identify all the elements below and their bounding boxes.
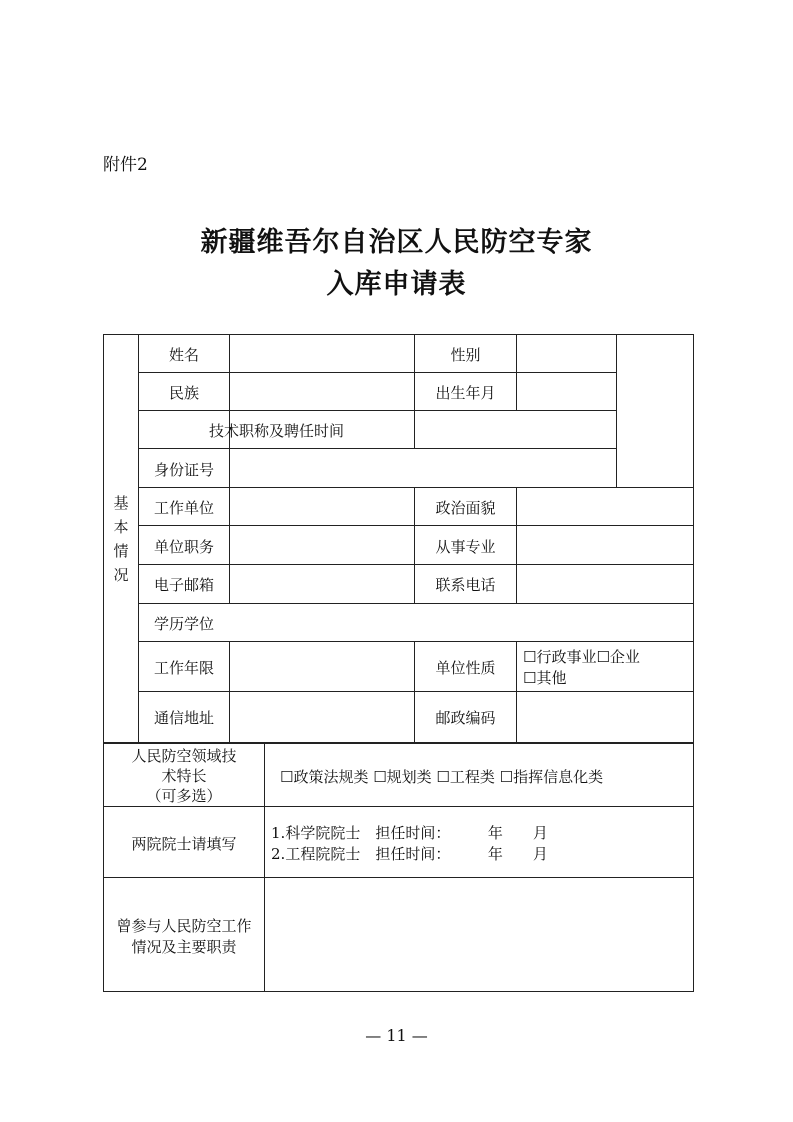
divider [138, 641, 694, 642]
birth-label: 出生年月 [435, 384, 496, 402]
academician-line1[interactable] [271, 822, 548, 843]
expertise-options[interactable]: ☐政策法规类 ☐规划类 ☐工程类 ☐指挥信息化类 [280, 768, 604, 786]
title-time-label: 技术职称及聘任时间 [208, 422, 344, 440]
postcode-field[interactable] [517, 692, 693, 742]
years-label: 工作年限 [153, 659, 214, 677]
academician-line1-number: 1. [271, 824, 286, 842]
experience-label-line2: 情况及主要职责 [131, 938, 237, 956]
expertise-label-line1: 人民防空领域技 [131, 747, 237, 765]
experience-label-line1: 曾参与人民防空工作 [116, 917, 252, 935]
education-field[interactable] [230, 604, 693, 641]
academician-label: 两院院士请填写 [131, 835, 237, 853]
address-field[interactable] [230, 692, 414, 742]
form-title-line1: 新疆维吾尔自治区人民防空专家 [200, 227, 593, 258]
id-field[interactable] [230, 449, 616, 487]
name-field[interactable] [230, 335, 414, 372]
unit-type-label: 单位性质 [435, 659, 496, 677]
divider [103, 806, 694, 807]
unit-type-options-line2[interactable]: ☐其他 [523, 669, 567, 687]
phone-label: 联系电话 [435, 576, 496, 594]
employer-field[interactable] [230, 488, 414, 525]
political-field[interactable] [517, 488, 693, 525]
ethnicity-field[interactable] [230, 373, 414, 410]
postcode-label: 邮政编码 [435, 709, 496, 727]
form-title-line2: 入库申请表 [326, 269, 467, 300]
academician-line2-text: 工程院院士 担任时间： 年 月 [285, 845, 548, 863]
birth-field[interactable] [517, 373, 616, 410]
experience-field[interactable] [265, 878, 693, 991]
expertise-label-line2: 术特长 [161, 767, 207, 785]
email-label: 电子邮箱 [153, 576, 214, 594]
photo-area[interactable] [617, 335, 693, 487]
title-time-field[interactable] [415, 411, 616, 448]
gender-field[interactable] [517, 335, 616, 372]
employer-label: 工作单位 [153, 499, 214, 517]
gender-label: 性别 [450, 346, 481, 364]
position-label: 单位职务 [153, 538, 214, 556]
address-label: 通信地址 [153, 709, 214, 727]
phone-field[interactable] [517, 565, 693, 603]
unit-type-options-line1[interactable]: ☐行政事业☐企业 [523, 648, 640, 666]
political-label: 政治面貌 [435, 499, 496, 517]
divider [103, 742, 694, 744]
academician-line2-number: 2. [271, 845, 286, 863]
academician-line1-text: 科学院院士 担任时间： 年 月 [285, 824, 548, 842]
section-basic-label: 基本情况 [113, 494, 129, 584]
page-number: — 11 — [365, 1026, 428, 1045]
id-label: 身份证号 [153, 461, 214, 479]
specialty-field[interactable] [517, 526, 693, 564]
specialty-label: 从事专业 [435, 538, 496, 556]
email-field[interactable] [230, 565, 414, 603]
position-field[interactable] [230, 526, 414, 564]
academician-line2[interactable] [271, 843, 548, 864]
ethnicity-label: 民族 [168, 384, 199, 402]
expertise-label-line3: （可多选） [146, 787, 222, 805]
years-field[interactable] [230, 642, 414, 691]
education-label: 学历学位 [153, 615, 214, 633]
name-label: 姓名 [168, 346, 199, 364]
attachment-label: 附件2 [103, 155, 148, 175]
